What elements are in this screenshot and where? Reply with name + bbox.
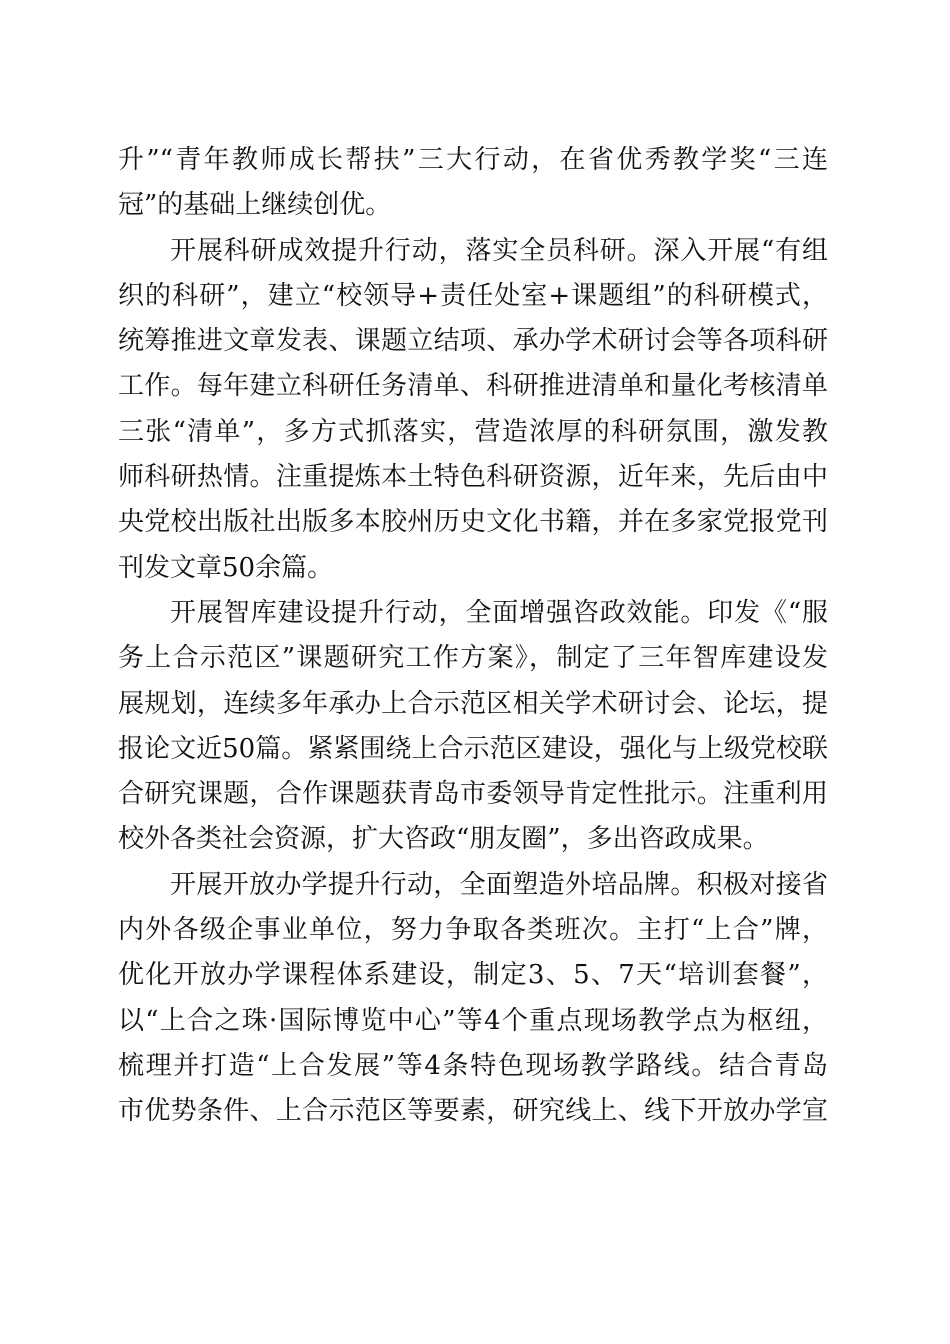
text-line: 内外各级企事业单位，努力争取各类班次。主打“上合”牌， (118, 915, 828, 946)
text-line: 报论文近50篇。紧紧围绕上合示范区建设，强化与上级党校联 (118, 733, 828, 764)
text-line: 梳理并打造“上合发展”等4条特色现场教学路线。结合青岛 (118, 1050, 828, 1081)
text-line: 三张“清单”，多方式抓落实，营造浓厚的科研氛围，激发教 (118, 416, 828, 447)
text-line: 师科研热情。注重提炼本土特色科研资源，近年来，先后由中 (118, 462, 828, 493)
text-line: 央党校出版社出版多本胶州历史文化书籍，并在多家党报党刊 (118, 507, 828, 538)
document-body (118, 138, 828, 1135)
text-line: 合研究课题，合作课题获青岛市委领导肯定性批示。注重利用 (118, 779, 828, 810)
text-line: 市优势条件、上合示范区等要素，研究线上、线下开放办学宣 (118, 1096, 828, 1127)
text-line: 务上合示范区”课题研究工作方案》，制定了三年智库建设发 (118, 643, 828, 674)
text-line: 以“上合之珠·国际博览中心”等4个重点现场教学点为枢纽， (118, 1005, 828, 1036)
text-line: 统筹推进文章发表、课题立结项、承办学术研讨会等各项科研 (118, 326, 828, 357)
paragraph-first-line: 开展科研成效提升行动，落实全员科研。深入开展“有组 (170, 235, 828, 266)
text-line: 工作。每年建立科研任务清单、科研推进清单和量化考核清单 (118, 371, 828, 402)
paragraph-first-line: 开展开放办学提升行动，全面塑造外培品牌。积极对接省 (170, 869, 828, 900)
text-line: 织的科研”，建立“校领导+责任处室+课题组”的科研模式， (118, 280, 828, 311)
text-line: 升”“青年教师成长帮扶”三大行动，在省优秀教学奖“三连 (118, 145, 828, 175)
text-line: 冠”的基础上继续创优。 (118, 190, 392, 221)
paragraph-first-line: 开展智库建设提升行动，全面增强咨政效能。印发《“服 (170, 597, 828, 628)
text-line: 校外各类社会资源，扩大咨政“朋友圈”，多出咨政成果。 (118, 824, 769, 855)
text-line: 展规划，连续多年承办上合示范区相关学术研讨会、论坛，提 (118, 688, 828, 719)
text-line: 优化开放办学课程体系建设，制定3、5、7天“培训套餐”， (118, 960, 828, 991)
text-line: 刊发文章50余篇。 (118, 552, 334, 583)
